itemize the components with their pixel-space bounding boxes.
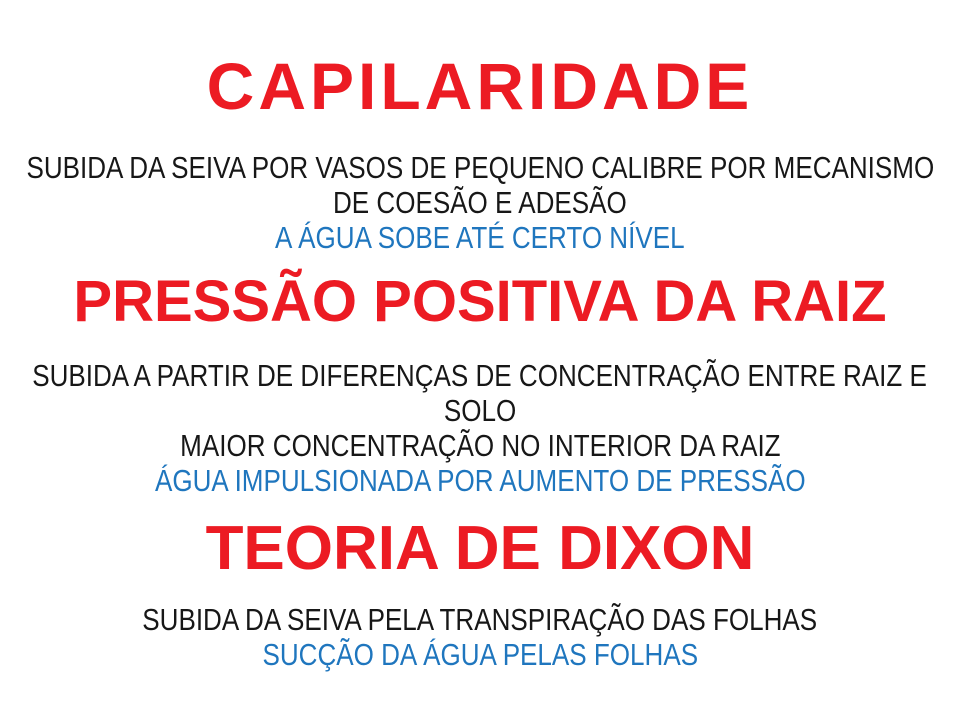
body-line: SUBIDA DA SEIVA POR VASOS DE PEQUENO CALIBRE POR MECANISMO xyxy=(26,150,934,185)
section-title-teoria-de-dixon: TEORIA DE DIXON xyxy=(205,514,755,583)
section-title-capilaridade: CAPILARIDADE xyxy=(206,49,754,123)
accent-line: ÁGUA IMPULSIONADA POR AUMENTO DE PRESSÃO xyxy=(154,463,806,498)
section-body-pressao-positiva xyxy=(0,358,960,498)
accent-line: SUCÇÃO DA ÁGUA PELAS FOLHAS xyxy=(262,637,698,672)
body-line: SUBIDA A PARTIR DE DIFERENÇAS DE CONCENTRAÇÃO ENTRE RAIZ E xyxy=(32,358,928,393)
section-body-capilaridade xyxy=(0,150,960,255)
body-line: SUBIDA DA SEIVA PELA TRANSPIRAÇÃO DAS FOLHAS xyxy=(142,602,818,637)
body-line: DE COESÃO E ADESÃO xyxy=(333,185,627,220)
accent-line: A ÁGUA SOBE ATÉ CERTO NÍVEL xyxy=(275,220,685,255)
section-title-pressao-positiva: PRESSÃO POSITIVA DA RAIZ xyxy=(73,269,887,334)
section-body-teoria-de-dixon xyxy=(0,602,960,672)
body-line: MAIOR CONCENTRAÇÃO NO INTERIOR DA RAIZ xyxy=(179,428,781,463)
body-line: SOLO xyxy=(443,393,517,428)
